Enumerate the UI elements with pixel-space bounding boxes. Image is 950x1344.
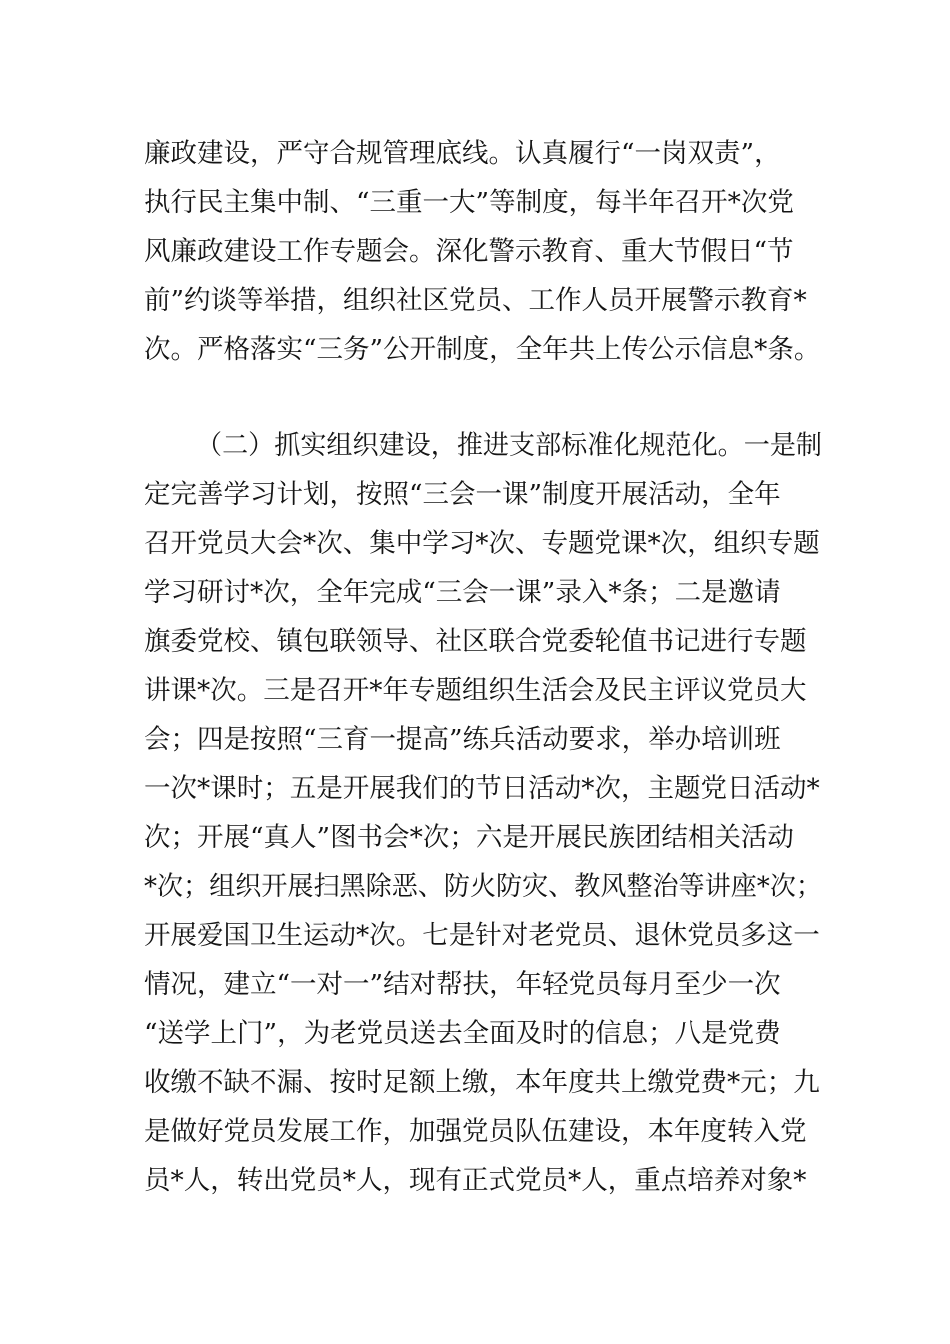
text-line: 一次*课时；五是开展我们的节日活动*次，主题党日活动*: [144, 773, 820, 804]
text-line: 旗委党校、镇包联领导、社区联合党委轮值书记进行专题: [144, 626, 807, 657]
text-line: 次。严格落实“三务”公开制度，全年共上传公示信息*条。: [144, 334, 821, 365]
text-line: 开展爱国卫生运动*次。七是针对老党员、退休党员多这一: [144, 920, 820, 951]
text-line: “送学上门”，为老党员送去全面及时的信息；八是党费: [144, 1018, 781, 1049]
text-line: 前”约谈等举措，组织社区党员、工作人员开展警示教育*: [144, 285, 807, 316]
text-line: 是做好党员发展工作，加强党员队伍建设，本年度转入党: [144, 1116, 807, 1147]
text-line: 召开党员大会*次、集中学习*次、专题党课*次，组织专题: [144, 528, 820, 559]
text-line: 次；开展“真人”图书会*次；六是开展民族团结相关活动: [144, 822, 794, 853]
text-line: 会；四是按照“三育一提高”练兵活动要求，举办培训班: [144, 724, 781, 755]
text-line: 风廉政建设工作专题会。深化警示教育、重大节假日“节: [144, 236, 794, 267]
text-line: 学习研讨*次，全年完成“三会一课”录入*条；二是邀请: [144, 577, 781, 608]
text-line: 廉政建设，严守合规管理底线。认真履行“一岗双责”，: [144, 138, 781, 169]
text-line: 情况，建立“一对一”结对帮扶，年轻党员每月至少一次: [144, 969, 781, 1000]
text-line: 员*人，转出党员*人，现有正式党员*人，重点培养对象*: [144, 1165, 807, 1196]
text-line: 定完善学习计划，按照“三会一课”制度开展活动，全年: [144, 479, 781, 510]
section-heading-line: （二）抓实组织建设，推进支部标准化规范化。一是制: [196, 430, 823, 461]
text-line: 收缴不缺不漏、按时足额上缴，本年度共上缴党费*元；九: [144, 1067, 820, 1098]
text-line: *次；组织开展扫黑除恶、防火防灾、教风整治等讲座*次；: [144, 871, 822, 902]
text-line: 执行民主集中制、“三重一大”等制度，每半年召开*次党: [144, 187, 794, 218]
text-line: 讲课*次。三是召开*年专题组织生活会及民主评议党员大: [144, 675, 807, 706]
